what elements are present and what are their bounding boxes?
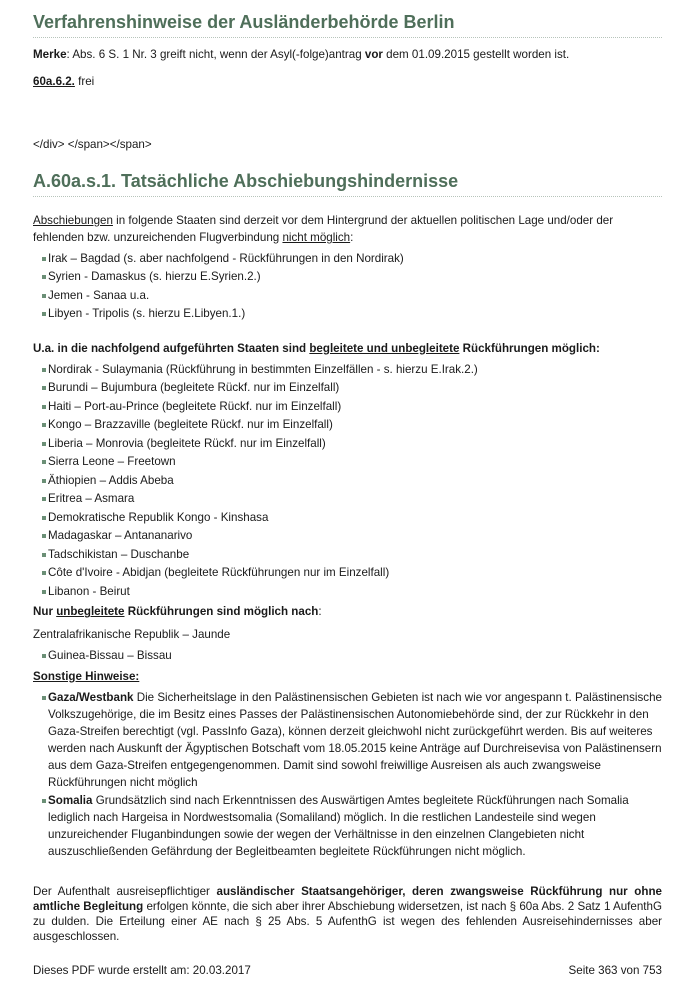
document-title: Verfahrenshinweise der Ausländerbehörde Berlin	[33, 0, 662, 38]
bullet-icon	[42, 553, 46, 557]
list-item: Jemen - Sanaa u.a.	[43, 287, 662, 306]
possible-heading-underline: begleitete und unbegleitete	[309, 341, 460, 355]
aufenthalt-paragraph: Der Aufenthalt ausreisepflichtiger ausländischer Staatsangehöriger, deren zwangsweise Rückführung nur ohne amtliche Begleitung erfolgen könnte, die sich aber ihrer Abschiebung widersetzen, ist nach § 60a Abs. 2 Satz 1 AufenthG zu dulden. Die Erteilung einer AE nach § 25 Abs. 5 AufenthG ist wegen des fehlenden Ausreisehindernisses aber ausgeschlossen.	[33, 884, 662, 943]
section-title: A.60a.s.1. Tatsächliche Abschiebungshindernisse	[33, 171, 662, 197]
list-item: Madagaskar – Antananarivo	[43, 527, 662, 546]
list-item: Äthiopien – Addis Abeba	[43, 472, 662, 491]
list-item: Nordirak - Sulaymania (Rückführung in bestimmten Einzelfällen - s. hierzu E.Irak.2.)	[43, 361, 662, 380]
list-item: Burundi – Bujumbura (begleitete Rückf. nur im Einzelfall)	[43, 379, 662, 398]
bullet-icon	[42, 368, 46, 372]
intro-end: :	[350, 230, 354, 244]
bullet-icon	[42, 275, 46, 279]
merke-note	[33, 46, 662, 63]
sonstige-heading: Sonstige Hinweise:	[33, 669, 140, 683]
list-item: Sierra Leone – Freetown	[43, 453, 662, 472]
somalia-label: Somalia	[48, 793, 93, 807]
bullet-icon	[42, 386, 46, 390]
gaza-text: Die Sicherheitslage in den Palästinensischen Gebieten ist nach wie vor angespann t. Palästinensische Volkszugehörige, die im Besitz eines Passes der Palästinensischen Autonomiebehörde sind, der zur Rückkehr in den Gaza-Streifen berechtigt (vgl. PassInfo Gaza), können derzeit gleichwohl nicht zurückgeführt werden. Bis auf weiteres werden nach Auskunft der Ägyptischen Botschaft vom 18.05.2015 keine Anträge auf Durchreisevisa von Palästinensern aus dem Gaza-Streifen entgegengenommen. Damit sind sowohl freiwillige Ausreisen als auch zwangsweise Rückführungen nicht möglich	[48, 690, 662, 789]
list-item: Irak – Bagdad (s. aber nachfolgend - Rückführungen in den Nordirak)	[43, 250, 662, 269]
list-item: Kongo – Brazzaville (begleitete Rückf. nur im Einzelfall)	[43, 416, 662, 435]
list-item: Libanon - Beirut	[43, 583, 662, 602]
paragraph-60a62	[33, 73, 662, 90]
possible-heading: U.a. in die nachfolgend aufgeführten Staaten sind begleitete und unbegleitete Rückführungen möglich:	[33, 341, 600, 355]
list-item: Tadschikistan – Duschanbe	[43, 546, 662, 565]
list-item: Libyen - Tripolis (s. hierzu E.Libyen.1.)	[43, 305, 662, 324]
bullet-icon	[42, 442, 46, 446]
bullet-icon	[42, 654, 46, 658]
bullet-icon	[42, 257, 46, 261]
bullet-icon	[42, 516, 46, 520]
bullet-icon	[42, 571, 46, 575]
bullet-icon	[42, 590, 46, 594]
merke-text-after: dem 01.09.2015 gestellt worden ist.	[382, 48, 570, 61]
intro-mid: in folgende Staaten sind derzeit vor dem Hintergrund der aktuellen politischen Lage und/oder der fehlenden bzw. unzureichenden Flugverbindung	[33, 213, 614, 244]
bullet-icon	[42, 497, 46, 501]
list-not-possible	[43, 250, 662, 324]
bullet-icon	[42, 460, 46, 464]
footer-created: Dieses PDF wurde erstellt am: 20.03.2017	[33, 964, 251, 977]
list-item-gaza	[43, 689, 662, 791]
intro-underline-1: Abschiebungen	[33, 213, 113, 227]
intro-underline-2: nicht möglich	[282, 230, 351, 244]
list-item-somalia	[43, 792, 662, 860]
bullet-icon	[42, 479, 46, 483]
page-footer	[33, 964, 662, 977]
document-page	[33, 0, 662, 944]
list-item: Liberia – Monrovia (begleitete Rückf. nur im Einzelfall)	[43, 435, 662, 454]
list-possible	[43, 361, 662, 602]
list-item: Guinea-Bissau – Bissau	[43, 647, 662, 666]
somalia-text: Grundsätzlich sind nach Erkenntnissen des Auswärtigen Amtes begleitete Rückführungen nach Somalia lediglich nach Hargeisa in Nordwestsomalia (Somaliland) möglich. In die restlichen Landesteile sind wegen unzureichender Fluganbindungen sowie der wegen der Verhältnisse in den einzelnen Clangebieten nicht auszuschließenden Gefährdung der Begleitbeamten begleitete Rückführungen nicht möglich.	[48, 793, 629, 858]
merke-label: Merke	[33, 48, 67, 61]
section-intro	[33, 212, 662, 246]
bullet-icon	[42, 294, 46, 298]
paragraph-number-link[interactable]: 60a.6.2.	[33, 75, 75, 88]
list-sonstige	[43, 689, 662, 860]
footer-page-number: Seite 363 von 753	[568, 964, 662, 977]
merke-text-before: : Abs. 6 S. 1 Nr. 3 greift nicht, wenn der Asyl(-folge)antrag	[66, 48, 365, 61]
bullet-icon	[42, 423, 46, 427]
bullet-icon	[42, 534, 46, 538]
list-item: Eritrea – Asmara	[43, 490, 662, 509]
list-unaccompanied	[43, 647, 662, 666]
merke-bold-word: vor	[364, 48, 383, 61]
unaccompanied-heading: Nur unbegleitete Rückführungen sind möglich nach:	[33, 605, 322, 619]
aufenthalt-bold: ausländischer Staatsangehöriger, deren zwangsweise Rückführung nur ohne amtliche Begleitung	[33, 884, 662, 913]
list-item: Haiti – Port-au-Prince (begleitete Rückf. nur im Einzelfall)	[43, 398, 662, 417]
stray-markup-text: </div> </span></span>	[33, 138, 152, 151]
bullet-icon	[42, 312, 46, 316]
zentralafrika-line: Zentralafrikanische Republik – Jaunde	[33, 628, 231, 642]
bullet-icon	[42, 405, 46, 409]
unaccompanied-underline: unbegleitete	[56, 605, 125, 619]
gaza-label: Gaza/Westbank	[48, 690, 134, 704]
list-item: Syrien - Damaskus (s. hierzu E.Syrien.2.)	[43, 268, 662, 287]
bullet-icon	[42, 696, 46, 700]
list-item: Côte d'Ivoire - Abidjan (begleitete Rückführungen nur im Einzelfall)	[43, 564, 662, 583]
list-item: Demokratische Republik Kongo - Kinshasa	[43, 509, 662, 528]
bullet-icon	[42, 799, 46, 803]
paragraph-60a62-text: frei	[74, 75, 95, 88]
